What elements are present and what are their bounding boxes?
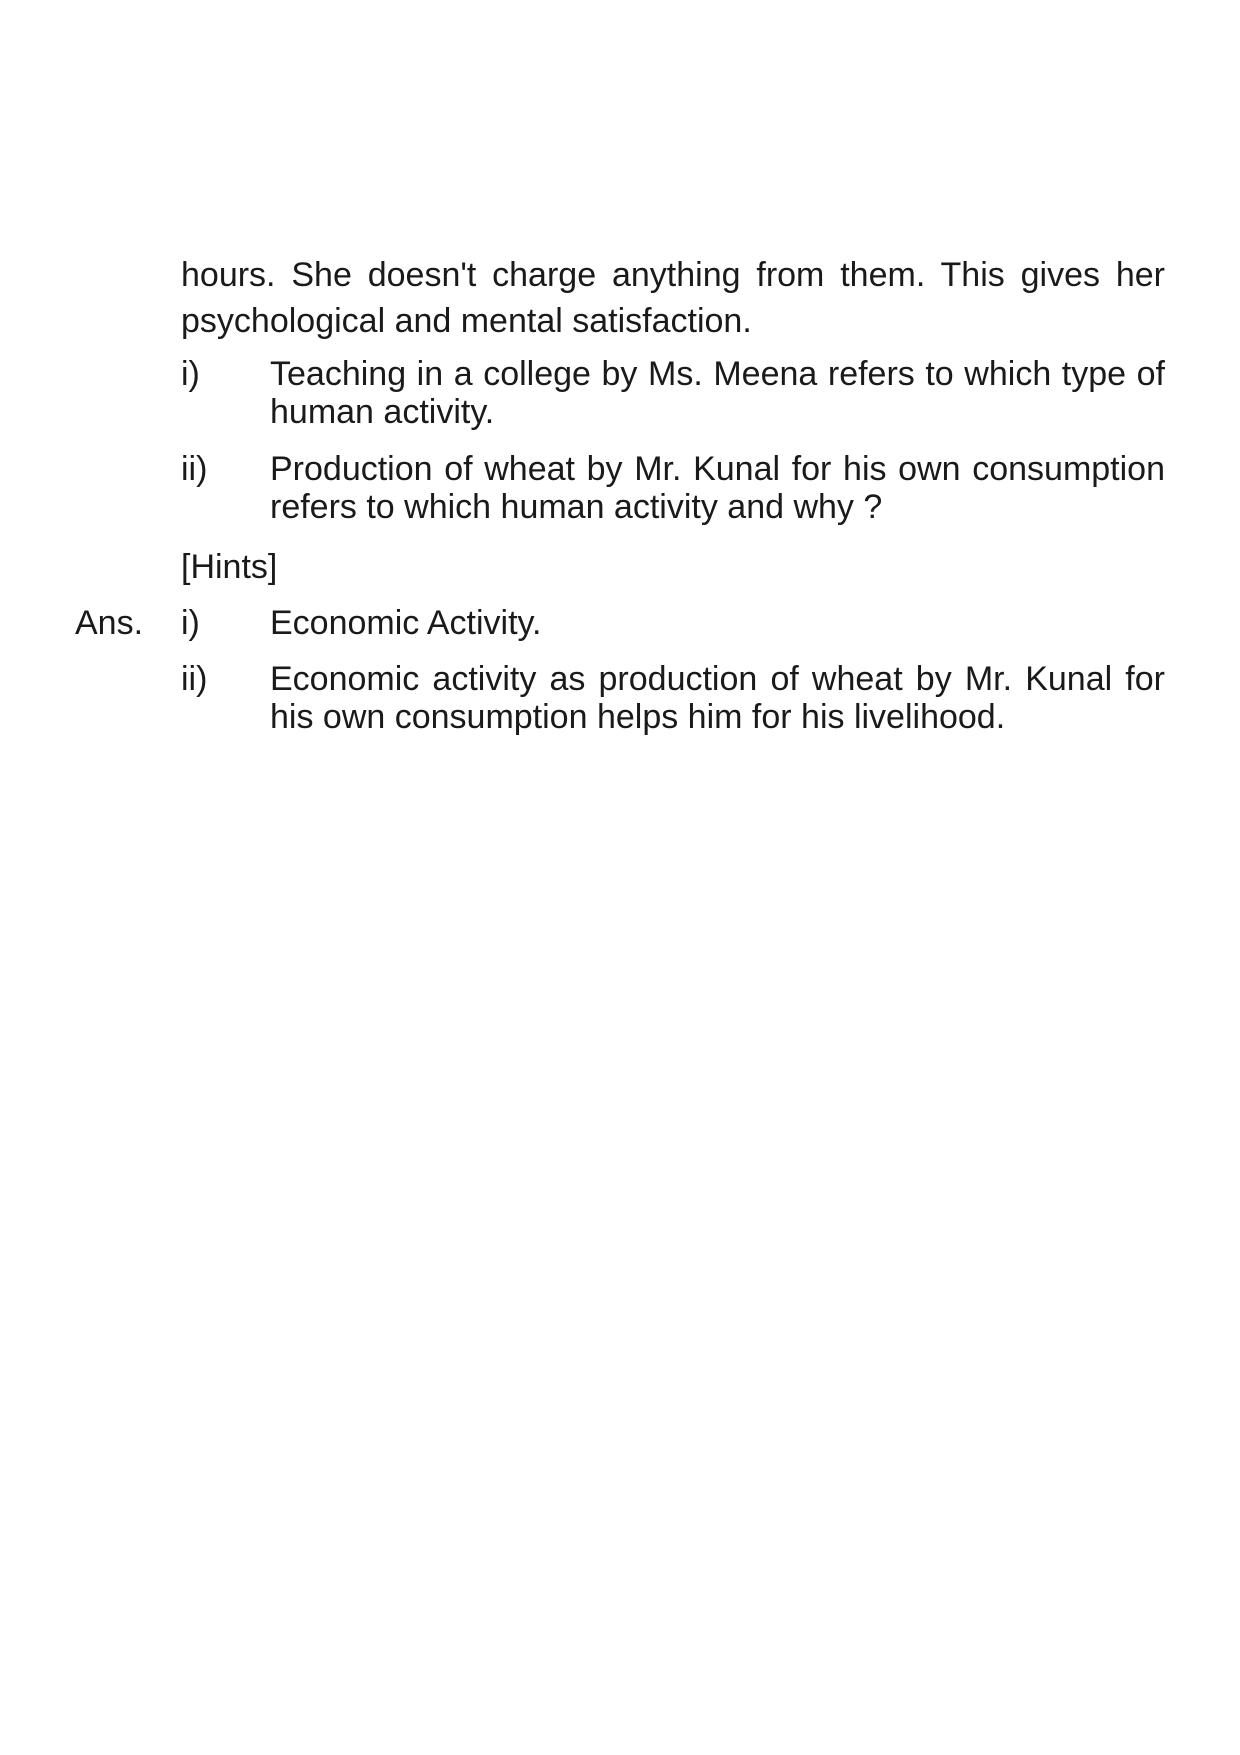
question-number: i) [181, 355, 200, 393]
question-text: Production of wheat by Mr. Kunal for his own consumption refers to which human activity and why ? [270, 450, 1165, 526]
answer-text: Economic activity as production of wheat by Mr. Kunal for his own consumption helps him for his livelihood. [270, 660, 1165, 736]
hints-label: [Hints] [181, 548, 278, 586]
intro-paragraph: hours. She doesn't charge anything from them. This gives her psychological and mental satisfaction. [181, 256, 1165, 340]
question-text: Teaching in a college by Ms. Meena refers to which type of human activity. [270, 355, 1165, 431]
answer-label: Ans. [75, 604, 144, 642]
answer-number: ii) [181, 660, 208, 698]
answer-number: i) [181, 604, 200, 642]
answer-text: Economic Activity. [270, 604, 542, 642]
question-number: ii) [181, 450, 208, 488]
